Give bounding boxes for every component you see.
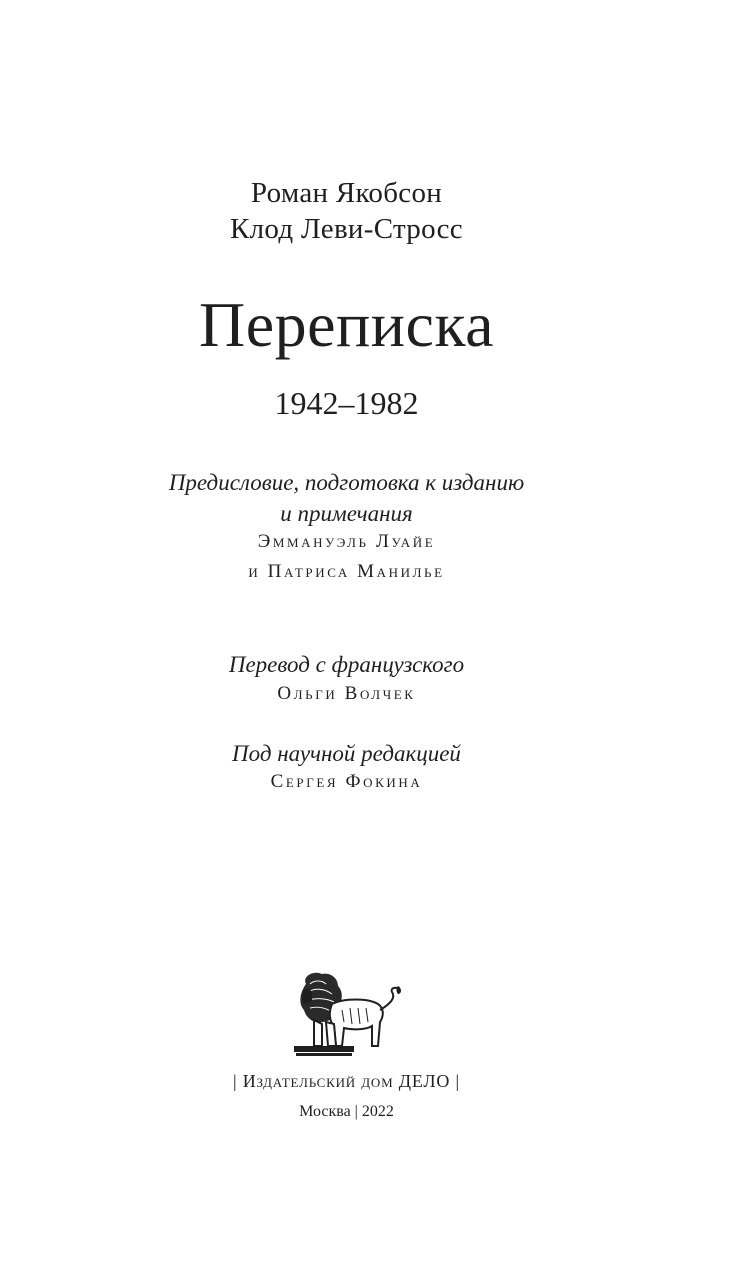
- book-title: Переписка: [199, 289, 494, 360]
- author-2: Клод Леви-Стросс: [230, 213, 463, 245]
- book-years: 1942–1982: [274, 385, 419, 421]
- translator-name: Ольги Волчек: [277, 683, 416, 704]
- editing-label: Под научной редакцией: [232, 741, 461, 766]
- editor-name: Сергея Фокина: [270, 771, 423, 792]
- author-1: Роман Якобсон: [250, 177, 443, 209]
- preface-names-1: Эммануэль Луайе: [257, 531, 436, 552]
- translation-label: Перевод с французского: [228, 652, 465, 677]
- preface-names-2: и Патриса Манилье: [248, 561, 445, 582]
- preface-line-1: Предисловие, подготовка к изданию: [168, 470, 525, 495]
- preface-line-2: и примечания: [280, 501, 413, 526]
- publisher-name: | Издательский дом ДЕЛО |: [233, 1071, 460, 1091]
- lion-icon: [292, 970, 404, 1060]
- city-year: Москва | 2022: [299, 1103, 394, 1120]
